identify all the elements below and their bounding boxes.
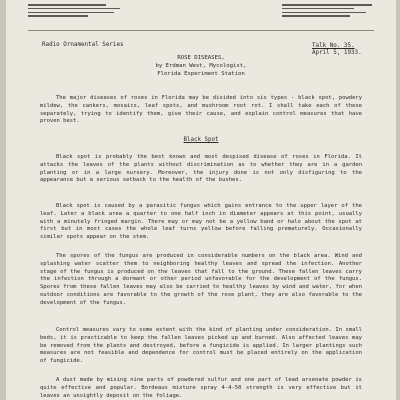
talk-number: Talk No. 35. [312, 43, 355, 49]
letterhead-right-line-4 [282, 15, 350, 17]
author-byline: by Erdman West, Mycologist, [155, 62, 247, 69]
paragraph-control-measures: Control measures vary to some extent with the kind of planting under consideration. In small beds, it is practicable to keep the fallen leaves picked up and burned. Also affected leaves may be removed from the plants and destroyed, before a fungicide is applied. In larger plantings such measures are not feasible and dependence for control must be placed entirely on the application of fungicide. [40, 327, 362, 365]
letterhead-left-line-1 [28, 4, 106, 6]
paragraph-black-spot-overview: Black spot is probably the best known and most despised disease of roses in Florida. It attacks the leaves of the plants without discrimination as to whether they are in a garden planting or in a large nursery. Moreover, the injury done is not only disfiguring to the appearance but a serious setback to the health of the bushes. [40, 154, 362, 184]
letterhead-right-line-2 [282, 8, 354, 10]
letterhead-left [28, 4, 124, 19]
letterhead-left-line-4 [28, 15, 88, 17]
paragraph-dust-spray: A dust made by mixing nine parts of powdered sulfur and one part of lead arsenate powder is quite effective and popular. Bordeaux mixture spray 4-4-50 strength is very effective but it leaves an unsightly deposit on the foliage. [40, 377, 362, 399]
letterhead-right [282, 4, 374, 19]
letterhead-divider [28, 30, 374, 31]
letterhead-right-line-3 [282, 12, 366, 14]
section-heading: Black Spot [183, 137, 219, 143]
paragraph-intro: The major diseases of roses in Florida may be divided into six types - black spot, powdery mildew, the cankers, mosaics, leaf spots, and mushroom root rot. I shall take each of these separately, trying to identify them, give their cause, and explain control measures that have proven best. [40, 95, 362, 125]
talk-date: April 5, 1933. [312, 50, 362, 56]
author-affiliation: Florida Experiment Station [157, 70, 245, 77]
letterhead-left-line-2 [28, 8, 120, 10]
paragraph-black-spot-cause: Black spot is caused by a parasitic fungus which gains entrance to the upper layer of the leaf. Later a black area a quarter to one half inch in diameter appears at this point, usually with a minutely fringed margin. There may or may not be a yellow band or halo about the spot at first but in most cases the whole leaf turns yellow before falling prematurely. Occasionally similar spots appear on the stem. [40, 203, 362, 241]
letterhead-left-line-3 [28, 12, 114, 14]
document-title: ROSE DISEASES, [177, 55, 225, 61]
title-block [6, 55, 396, 78]
paragraph-spores: The spores of the fungus are produced in considerable numbers on the black area. Wind and splashing water scatter them to neighboring healthy leaves and spread the infection. Another stage of the fungus is produced on the leaves that fall to the ground. These fallen leaves carry the infection through a dormant or other period unfavorable for the development of the fungus. Spores from these fallen leaves may also be carried to healthy leaves by wind and water, for when outdoor conditions are favorable to the growth of the rose plant, they are also favorable to the development of the fungus. [40, 253, 362, 306]
series-label: Radio Ornamental Series [42, 42, 124, 48]
document-page [6, 0, 396, 400]
letterhead-right-line-1 [282, 4, 372, 6]
